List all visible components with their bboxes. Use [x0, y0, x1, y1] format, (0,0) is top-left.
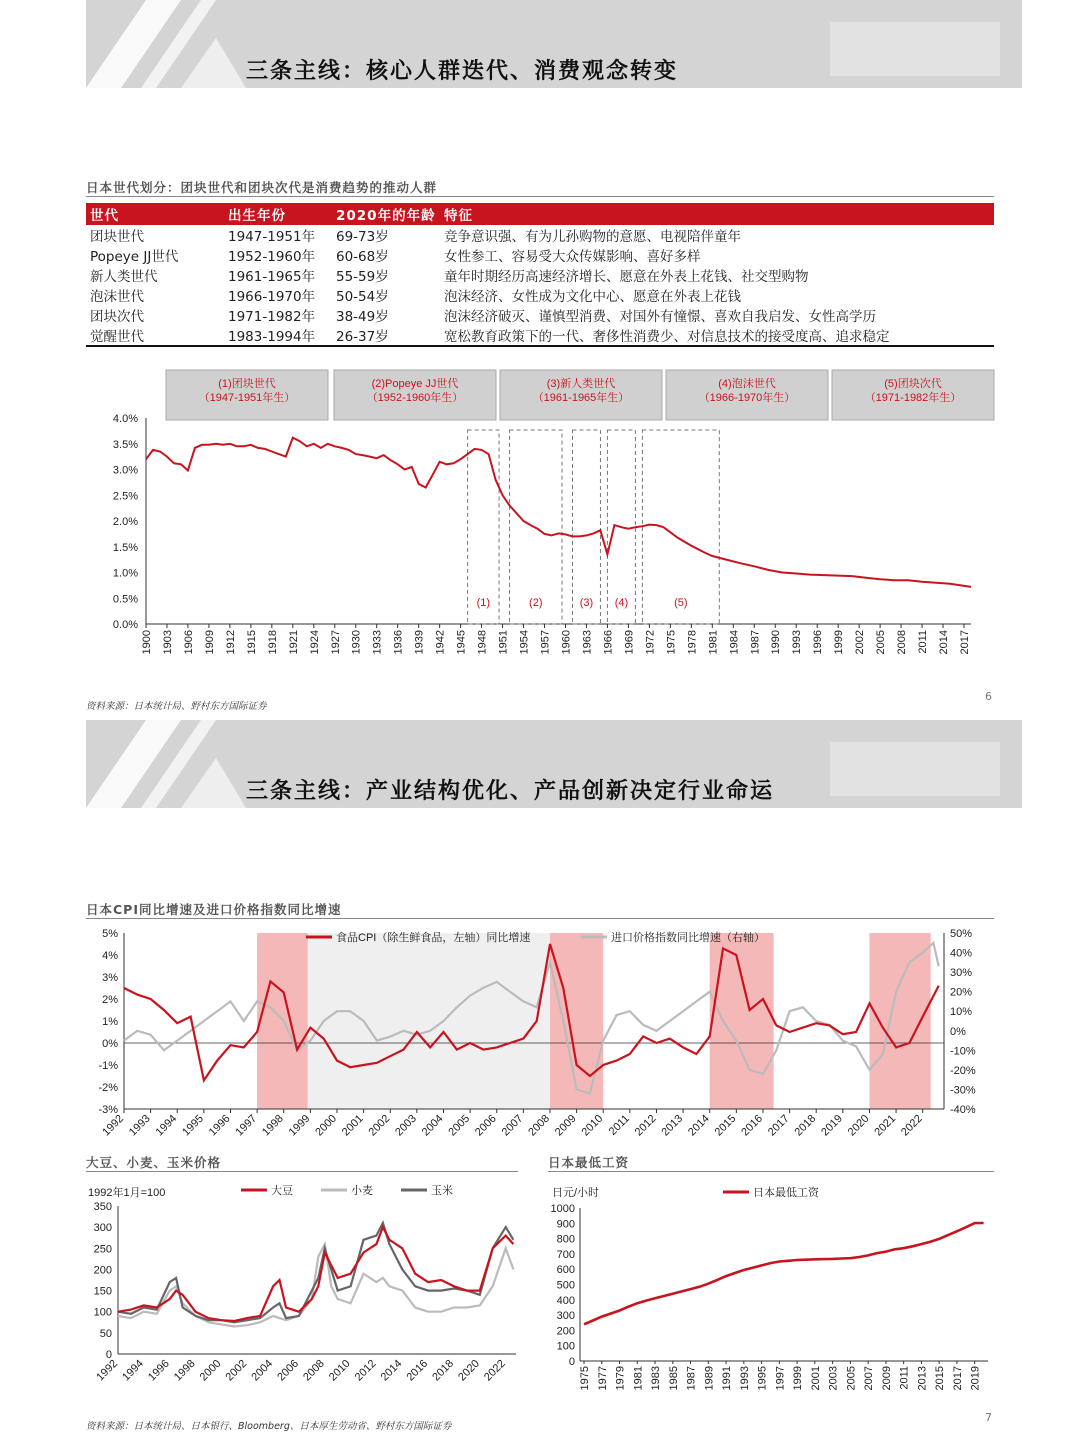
generation-span-label: (5) [674, 597, 688, 609]
x-tick-label: 1997 [233, 1112, 260, 1139]
x-tick-label: 1963 [581, 630, 594, 655]
x-tick-label: 1921 [287, 630, 300, 655]
right-tick-label: 0% [950, 1025, 966, 1038]
table-row [86, 325, 994, 346]
x-tick-label: 1918 [266, 630, 279, 655]
x-tick-label: 1992 [100, 1112, 127, 1139]
x-tick-label: 1995 [756, 1366, 769, 1391]
x-tick-label: 2005 [446, 1112, 473, 1139]
y-tick-label: 300 [556, 1310, 575, 1323]
cell: 50-54岁 [336, 289, 389, 305]
x-tick-label: 1999 [286, 1112, 313, 1139]
x-tick-label: 1987 [749, 630, 762, 655]
left-tick-label: 4% [102, 950, 118, 962]
x-tick-label: 1984 [728, 630, 741, 655]
title-rule [86, 918, 994, 919]
y-tick-label: 3.5% [112, 438, 138, 451]
title-rule [86, 1171, 518, 1172]
x-tick-label: 2005 [875, 630, 888, 655]
y-tick-label: 400 [556, 1294, 575, 1307]
x-tick-label: 2008 [896, 630, 909, 655]
cell: 1952-1960年 [228, 249, 316, 265]
x-tick-label: 2007 [499, 1112, 526, 1139]
generation-box-title: (4)泡沫世代 [718, 378, 776, 390]
x-tick-label: 1903 [161, 630, 174, 655]
x-tick-label: 1977 [596, 1366, 609, 1391]
right-tick-label: 20% [950, 986, 973, 999]
generation-box-years: （1947-1951年生） [198, 392, 296, 404]
x-tick-label: 2006 [275, 1357, 302, 1384]
right-tick-label: -10% [950, 1045, 976, 1058]
cell: 觉醒世代 [86, 325, 206, 346]
y-tick-label: 250 [93, 1243, 112, 1256]
slide2-title: 三条主线：产业结构优化、产品创新决定行业命运 [246, 778, 775, 804]
x-tick-label: 2021 [872, 1112, 899, 1139]
x-tick-label: 1990 [770, 630, 783, 655]
cell: 泡沫经济、女性成为文化中心、愿意在外表上花钱 [444, 289, 741, 305]
generation-box-years: （1952-1960年生） [366, 392, 464, 404]
x-tick-label: 1996 [206, 1112, 233, 1139]
x-tick-label: 2010 [326, 1357, 353, 1384]
y-tick-label: 700 [556, 1248, 575, 1261]
cell: 宽松教育政策下的一代、奢侈性消费少、对信息技术的接受度高、追求稳定 [440, 325, 994, 346]
min-wage-chart [548, 1176, 998, 1406]
slide1-title: 三条主线：核心人群迭代、消费观念转变 [246, 58, 679, 84]
y-tick-label: 150 [93, 1285, 112, 1298]
left-tick-label: 2% [102, 994, 118, 1006]
x-tick-label: 1995 [180, 1112, 206, 1139]
x-tick-label: 1985 [667, 1366, 680, 1391]
generation-box-years: （1961-1965年生） [532, 392, 630, 404]
x-tick-label: 1981 [632, 1366, 645, 1391]
y-tick-label: 4.0% [112, 413, 138, 425]
generation-box-title: (5)团块次代 [884, 378, 942, 390]
y-tick-label: 600 [556, 1264, 575, 1277]
left-tick-label: 3% [102, 972, 118, 984]
x-tick-label: 2020 [845, 1112, 872, 1139]
right-tick-label: 50% [950, 928, 973, 940]
slide2-page-number: 7 [985, 1411, 992, 1424]
grain-price-chart [86, 1176, 526, 1396]
right-tick-label: -30% [950, 1084, 976, 1097]
x-tick-label: 1979 [614, 1366, 627, 1391]
generation-box-title: (3)新人类世代 [546, 378, 616, 390]
x-tick-label: 1999 [833, 630, 846, 655]
banner-decor-box [830, 22, 1000, 76]
cell: 团块次代 [90, 309, 144, 325]
x-tick-label: 2010 [579, 1112, 606, 1139]
x-tick-label: 1992 [94, 1357, 121, 1384]
x-tick-label: 2012 [632, 1112, 659, 1139]
y-tick-label: 0 [568, 1356, 575, 1368]
y-tick-label: 900 [556, 1218, 575, 1231]
grain-chart-subtitle: 1992年1月=100 [88, 1187, 166, 1199]
x-tick-label: 1954 [518, 630, 531, 655]
x-tick-label: 1993 [738, 1366, 751, 1391]
left-tick-label: -2% [98, 1082, 118, 1094]
x-tick-label: 2013 [916, 1366, 929, 1391]
legend-label: 小麦 [351, 1185, 373, 1197]
generation-span-box [642, 430, 719, 624]
x-tick-label: 2014 [686, 1112, 712, 1139]
legend-cpi-label: 食品CPI（除生鲜食品，左轴）同比增速 [336, 932, 531, 944]
x-tick-label: 2014 [378, 1357, 405, 1384]
x-tick-label: 1997 [774, 1366, 787, 1391]
x-tick-label: 1951 [497, 630, 510, 655]
legend-label: 玉米 [431, 1185, 453, 1197]
left-tick-label: 0% [102, 1038, 118, 1050]
y-tick-label: 1000 [550, 1203, 575, 1215]
generation-span-label: (2) [529, 597, 543, 609]
y-tick-label: 200 [556, 1325, 575, 1338]
x-tick-label: 2006 [473, 1112, 499, 1139]
x-tick-label: 2001 [809, 1366, 822, 1391]
x-tick-label: 1912 [224, 630, 237, 655]
x-tick-label: 2009 [880, 1366, 893, 1391]
x-tick-label: 1993 [126, 1112, 153, 1139]
y-tick-label: 50 [99, 1327, 112, 1340]
cell: 1983-1994年 [206, 325, 332, 346]
left-tick-label: 1% [102, 1016, 118, 1028]
x-tick-label: 1939 [413, 630, 426, 655]
table-row [86, 225, 994, 245]
x-tick-label: 2018 [792, 1112, 819, 1139]
wage-chart-title: 日本最低工资 [548, 1155, 630, 1170]
x-tick-label: 2016 [404, 1357, 431, 1384]
x-tick-label: 1993 [791, 630, 804, 655]
generation-span-label: (1) [476, 597, 491, 609]
x-tick-label: 2004 [419, 1112, 446, 1139]
x-tick-label: 1945 [455, 630, 468, 655]
x-tick-label: 2020 [456, 1357, 482, 1384]
x-tick-label: 1978 [686, 630, 699, 655]
slide2-source: 资料来源：日本统计局、日本银行、Bloomberg、日本厚生劳动省、野村东方国际证券 [86, 1421, 452, 1432]
y-tick-label: 2.0% [112, 516, 138, 528]
x-tick-label: 2000 [197, 1357, 224, 1384]
x-tick-label: 2002 [366, 1112, 393, 1139]
generation-span-box [468, 430, 499, 624]
slide1-page-number: 6 [985, 690, 992, 703]
cell: 26-37岁 [332, 325, 440, 346]
x-tick-label: 2013 [659, 1112, 686, 1139]
cell: 1947-1951年 [228, 229, 316, 245]
table-row [86, 245, 994, 265]
generation-box-years: （1971-1982年生） [864, 392, 962, 404]
x-tick-label: 2001 [339, 1112, 366, 1139]
x-tick-label: 2003 [827, 1366, 840, 1391]
cell: 女性参工、容易受大众传媒影响、喜好多样 [444, 249, 701, 265]
x-tick-label: 1960 [560, 630, 573, 655]
x-tick-label: 1998 [171, 1357, 198, 1384]
generation-box-title: (1)团块世代 [218, 378, 276, 390]
generation-box-title: (2)Popeye JJ世代 [371, 378, 459, 390]
x-tick-label: 1915 [245, 630, 258, 655]
header-age: 2020年的年龄 [332, 203, 440, 225]
shaded-period [710, 933, 774, 1109]
y-tick-label: 300 [93, 1222, 112, 1235]
y-tick-label: 1.5% [112, 541, 138, 554]
legend-import-label: 进口价格指数同比增速（右轴） [611, 932, 765, 944]
title-rule [86, 196, 994, 197]
x-tick-label: 2011 [898, 1366, 911, 1390]
birth-share-line [146, 438, 971, 587]
x-tick-label: 1957 [539, 630, 552, 655]
right-tick-label: 40% [950, 947, 973, 960]
x-tick-label: 1966 [602, 630, 615, 655]
x-tick-label: 2004 [249, 1357, 276, 1384]
y-tick-label: 100 [556, 1340, 575, 1353]
x-tick-label: 1924 [308, 630, 321, 655]
table-header-row [86, 203, 994, 225]
generation-span-box [572, 430, 600, 624]
cell: 55-59岁 [336, 269, 389, 285]
right-tick-label: -20% [950, 1064, 976, 1077]
x-tick-label: 1999 [792, 1366, 805, 1391]
x-tick-label: 1969 [623, 630, 636, 655]
table-row [86, 265, 994, 285]
y-tick-label: 1.0% [112, 567, 138, 580]
x-tick-label: 1930 [350, 630, 363, 655]
x-tick-label: 1906 [182, 630, 195, 655]
x-tick-label: 2018 [430, 1357, 457, 1384]
cell: 童年时期经历高速经济增长、愿意在外表上花钱、社交型购物 [444, 269, 809, 285]
y-tick-label: 3.0% [112, 464, 138, 477]
generation-span-label: (3) [579, 597, 594, 609]
cell: Popeye JJ世代 [90, 249, 179, 265]
left-tick-label: 5% [102, 928, 118, 940]
birth-rate-chart [86, 365, 1006, 665]
right-tick-label: -40% [950, 1104, 976, 1116]
x-tick-label: 2003 [393, 1112, 419, 1139]
y-tick-label: 0.5% [112, 593, 138, 606]
cell: 1966-1970年 [228, 289, 316, 305]
x-tick-label: 2008 [526, 1112, 553, 1139]
x-tick-label: 2002 [854, 630, 867, 655]
y-tick-label: 800 [556, 1233, 575, 1246]
y-tick-label: 200 [93, 1264, 112, 1277]
cpi-chart [86, 925, 1006, 1150]
cell: 泡沫世代 [90, 289, 144, 305]
x-tick-label: 2019 [819, 1112, 845, 1139]
x-tick-label: 1975 [579, 1366, 591, 1391]
left-tick-label: -3% [98, 1104, 118, 1116]
x-tick-label: 1996 [812, 630, 825, 655]
x-tick-label: 1991 [721, 1366, 734, 1391]
cell: 泡沫经济破灭、谨慎型消费、对国外有憧憬、喜欢自我启发、女性高学历 [444, 309, 876, 325]
x-tick-label: 2019 [969, 1366, 982, 1391]
y-tick-label: 500 [556, 1279, 575, 1292]
x-tick-label: 1936 [392, 630, 405, 655]
y-tick-label: 0 [105, 1349, 112, 1361]
x-tick-label: 1975 [665, 630, 678, 655]
cell: 团块世代 [90, 229, 144, 245]
x-tick-label: 2012 [352, 1357, 379, 1384]
x-tick-label: 2000 [313, 1112, 340, 1139]
legend-label: 日本最低工资 [753, 1187, 819, 1199]
x-tick-label: 2002 [223, 1357, 250, 1384]
wage-y-label: 日元/小时 [552, 1187, 600, 1199]
y-tick-label: 2.5% [112, 490, 138, 503]
x-tick-label: 2016 [739, 1112, 766, 1139]
title-rule [548, 1171, 994, 1172]
x-tick-label: 2017 [765, 1112, 792, 1139]
x-tick-label: 2007 [863, 1366, 876, 1391]
x-tick-label: 2022 [481, 1357, 508, 1384]
header-generation: 世代 [86, 203, 206, 225]
cell: 69-73岁 [336, 229, 389, 245]
x-tick-label: 1942 [434, 630, 447, 655]
x-tick-label: 1972 [644, 630, 657, 655]
x-tick-label: 1994 [120, 1357, 146, 1384]
x-tick-label: 1994 [153, 1112, 180, 1139]
min-wage-line [584, 1223, 984, 1324]
y-tick-label: 0.0% [112, 619, 138, 631]
x-tick-label: 2009 [552, 1112, 579, 1139]
grain-chart-title: 大豆、小麦、玉米价格 [86, 1155, 222, 1170]
x-tick-label: 2015 [934, 1366, 947, 1391]
header-birth: 出生年份 [206, 203, 332, 225]
header-trait: 特征 [440, 203, 994, 225]
x-tick-label: 1987 [685, 1366, 698, 1391]
x-tick-label: 1909 [203, 630, 216, 655]
x-tick-label: 2022 [899, 1112, 925, 1139]
x-tick-label: 1948 [476, 630, 489, 655]
x-tick-label: 2014 [938, 630, 951, 655]
generation-table [86, 203, 994, 347]
cell: 60-68岁 [336, 249, 389, 265]
generation-span-label: (4) [614, 597, 629, 609]
x-tick-label: 2011 [606, 1112, 632, 1138]
slide1-source: 资料来源：日本统计局、野村东方国际证券 [86, 701, 267, 712]
generation-box-years: （1966-1970年生） [698, 392, 796, 404]
cell: 新人类世代 [90, 269, 158, 285]
legend-label: 大豆 [271, 1185, 293, 1197]
generation-chart-title: 日本世代划分：团块世代和团块次代是消费趋势的推动人群 [86, 180, 438, 195]
cell: 38-49岁 [336, 309, 389, 325]
x-tick-label: 2005 [845, 1366, 858, 1391]
x-tick-label: 1927 [329, 630, 342, 655]
left-tick-label: -1% [98, 1060, 118, 1072]
x-tick-label: 2017 [959, 630, 972, 655]
x-tick-label: 2008 [301, 1357, 327, 1384]
right-tick-label: 30% [950, 967, 973, 980]
x-tick-label: 2015 [712, 1112, 739, 1139]
x-tick-label: 1998 [260, 1112, 286, 1139]
table-row [86, 285, 994, 305]
shaded-period [550, 933, 603, 1109]
x-tick-label: 1983 [650, 1366, 663, 1391]
y-tick-label: 100 [93, 1306, 112, 1319]
x-tick-label: 1900 [141, 630, 153, 655]
x-tick-label: 1981 [707, 630, 720, 655]
x-tick-label: 1933 [371, 630, 384, 655]
x-tick-label: 2011 [917, 630, 930, 654]
light-shaded-period [308, 933, 550, 1109]
x-tick-label: 1996 [146, 1357, 172, 1384]
cell: 1971-1982年 [228, 309, 316, 325]
banner-decor-box [830, 742, 1000, 796]
table-row [86, 305, 994, 325]
cpi-chart-title: 日本CPI同比增速及进口价格指数同比增速 [86, 902, 342, 917]
cell: 竞争意识强、有为儿孙购物的意愿、电视陪伴童年 [444, 229, 741, 245]
x-tick-label: 1989 [703, 1366, 716, 1391]
right-tick-label: 10% [950, 1006, 973, 1019]
y-tick-label: 350 [93, 1201, 112, 1213]
x-tick-label: 2017 [951, 1366, 964, 1391]
cell: 1961-1965年 [228, 269, 316, 285]
